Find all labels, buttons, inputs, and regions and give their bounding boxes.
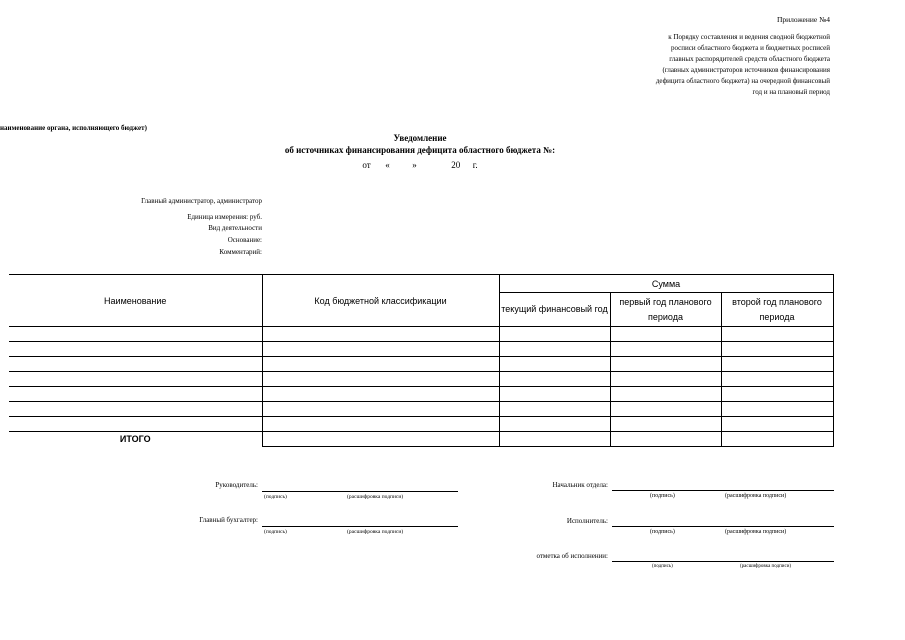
col-header-name: Наименование: [9, 275, 262, 327]
sig-caption-sign: (подпись): [650, 493, 675, 499]
total-row: [9, 432, 833, 447]
sig-label-chief-accountant: Главный бухгалтер:: [199, 516, 258, 524]
table-row: [9, 387, 833, 402]
table-row: [9, 327, 833, 342]
table-row: [9, 417, 833, 432]
appendix-text: [560, 32, 830, 99]
sig-caption-decode: (расшифровка подписи): [725, 493, 787, 499]
quote-open: «: [385, 160, 390, 170]
date-line: [150, 160, 690, 170]
meta-administrator: Главный администратор, администратор: [141, 197, 262, 205]
table-row: [9, 402, 833, 417]
document-subtitle: об источниках финансирования дефицита областного бюджета №:: [284, 145, 556, 155]
sig-label-dept-head: Начальник отдела:: [552, 481, 608, 489]
quote-close: »: [412, 160, 417, 170]
table-row: [9, 372, 833, 387]
appendix-title: Приложение №4: [776, 15, 830, 24]
appendix-line: дефицита областного бюджета) на очередной финансовый: [655, 77, 830, 86]
sig-caption-decode: (расшифровка подписи): [725, 529, 787, 535]
date-prefix: от: [362, 160, 371, 170]
appendix-line: (главных администраторов источников финансирования: [662, 66, 830, 75]
sig-caption-sign: (подпись): [652, 564, 673, 569]
org-label: наименование органа, исполняющего бюджет): [0, 124, 147, 132]
sig-caption-decode: (расшифровка подписи): [347, 529, 404, 535]
sig-label-execution-mark: отметка об исполнении:: [536, 552, 608, 560]
meta-activity: Вид деятельности: [208, 224, 262, 232]
total-label: ИТОГО: [9, 432, 262, 447]
sig-line-dept-head[interactable]: [612, 490, 834, 491]
appendix-line: росписи областного бюджета и бюджетных росписей: [671, 44, 830, 53]
appendix-line: главных распорядителей средств областного бюджета: [669, 55, 830, 64]
sig-caption-decode: (расшифровка подписи): [740, 564, 792, 569]
appendix-line: к Порядку составления и ведения сводной бюджетной: [668, 33, 830, 41]
meta-basis: Основание:: [227, 236, 262, 244]
col-header-second-plan-year: второй год планового периода: [721, 293, 833, 327]
year-prefix: 20: [451, 160, 461, 170]
year-suffix: г.: [472, 160, 478, 170]
sig-caption-sign: (подпись): [264, 529, 287, 535]
sig-label-head: Руководитель:: [215, 481, 258, 489]
table-row: [9, 357, 833, 372]
sources-table: [9, 274, 834, 447]
sig-line-chief-accountant[interactable]: [262, 526, 458, 527]
col-header-code: Код бюджетной классификации: [262, 275, 499, 327]
document-title: Уведомление: [393, 133, 447, 143]
col-header-current-year: текущий финансовый год: [499, 293, 610, 327]
sig-label-executor: Исполнитель:: [566, 517, 608, 525]
sig-caption-decode: (расшифровка подписи): [347, 494, 404, 500]
meta-comment: Комментарий:: [219, 248, 262, 256]
col-header-sum: Сумма: [499, 275, 833, 293]
sig-line-head[interactable]: [262, 491, 458, 492]
table-row: [9, 342, 833, 357]
sig-line-execution-mark[interactable]: [612, 561, 834, 562]
sig-caption-sign: (подпись): [264, 494, 287, 500]
sig-caption-sign: (подпись): [650, 529, 675, 535]
col-header-first-plan-year: первый год планового периода: [610, 293, 721, 327]
sig-line-executor[interactable]: [612, 526, 834, 527]
meta-unit: Единица измерения: руб.: [187, 213, 262, 221]
appendix-line: год и на плановый период: [752, 88, 830, 97]
